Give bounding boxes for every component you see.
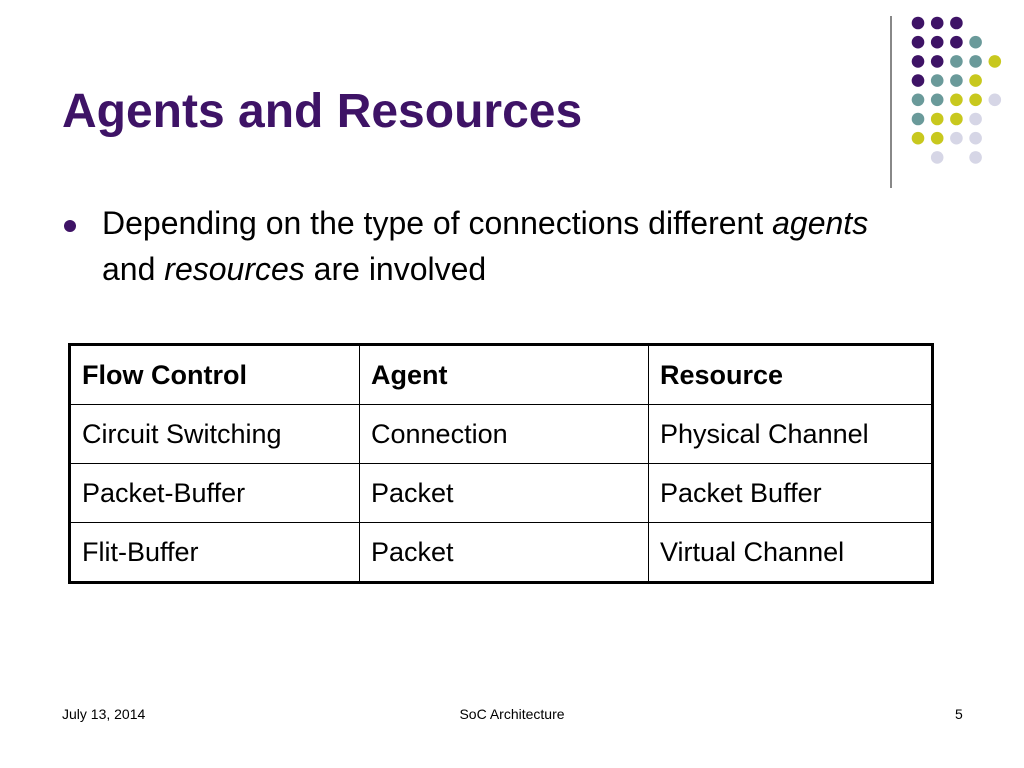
- decorative-dot: [989, 55, 1002, 68]
- bullet-text-italic-agents: agents: [772, 205, 869, 241]
- footer-date: July 13, 2014: [62, 706, 146, 722]
- bullet-text-part: are involved: [304, 251, 487, 287]
- footer-title: SoC Architecture: [459, 706, 565, 722]
- decorative-dot: [950, 94, 963, 107]
- bullet-text-part: and: [102, 251, 165, 287]
- decorative-dot: [931, 151, 944, 164]
- decorative-dot: [931, 55, 944, 68]
- bullet-dot-icon: [64, 220, 76, 232]
- decorative-dot: [912, 36, 925, 49]
- decorative-dot: [931, 36, 944, 49]
- decorative-dot: [912, 55, 925, 68]
- decorative-dot: [969, 151, 982, 164]
- decorative-dot: [912, 74, 925, 87]
- decorative-dot: [950, 74, 963, 87]
- table-cell: Circuit Switching: [70, 405, 360, 464]
- header-agent: Agent: [360, 345, 649, 405]
- header-resource: Resource: [649, 345, 933, 405]
- footer-page-number: 5: [955, 706, 963, 722]
- bullet-text-italic-resources: resources: [164, 251, 305, 287]
- table-cell: Packet: [360, 523, 649, 583]
- decorative-dot: [969, 113, 982, 126]
- table-cell: Physical Channel: [649, 405, 933, 464]
- decorative-dot: [931, 94, 944, 107]
- table-cell: Virtual Channel: [649, 523, 933, 583]
- decorative-dot: [931, 132, 944, 145]
- decorative-dot: [950, 17, 963, 30]
- decorative-dot: [969, 94, 982, 107]
- vertical-divider: [890, 16, 892, 188]
- decorative-dot: [950, 132, 963, 145]
- header-flow-control: Flow Control: [70, 345, 360, 405]
- decorative-dot: [912, 94, 925, 107]
- table-cell: Packet: [360, 464, 649, 523]
- decorative-dot: [912, 132, 925, 145]
- decorative-dot: [969, 132, 982, 145]
- decorative-dot: [912, 113, 925, 126]
- table-row: [70, 523, 933, 583]
- table-row: [70, 464, 933, 523]
- decorative-dot: [969, 55, 982, 68]
- decorative-dot: [931, 113, 944, 126]
- decorative-dot: [950, 113, 963, 126]
- table-cell: Connection: [360, 405, 649, 464]
- table-header-row: [70, 345, 933, 405]
- bullet-text-part: Depending on the type of connections different: [102, 205, 773, 241]
- decorative-dot: [912, 17, 925, 30]
- decorative-dot: [989, 94, 1002, 107]
- slide-title: Agents and Resources: [62, 85, 583, 138]
- table-cell: Packet-Buffer: [70, 464, 360, 523]
- decorative-dot: [969, 74, 982, 87]
- decorative-dot: [950, 55, 963, 68]
- table-row: [70, 405, 933, 464]
- decorative-dot: [969, 36, 982, 49]
- decorative-dot: [950, 36, 963, 49]
- table-cell: Packet Buffer: [649, 464, 933, 523]
- table-cell: Flit-Buffer: [70, 523, 360, 583]
- flow-control-table: [68, 343, 934, 584]
- decorative-dot: [931, 74, 944, 87]
- bullet-item: [102, 200, 922, 292]
- decorative-dot: [931, 17, 944, 30]
